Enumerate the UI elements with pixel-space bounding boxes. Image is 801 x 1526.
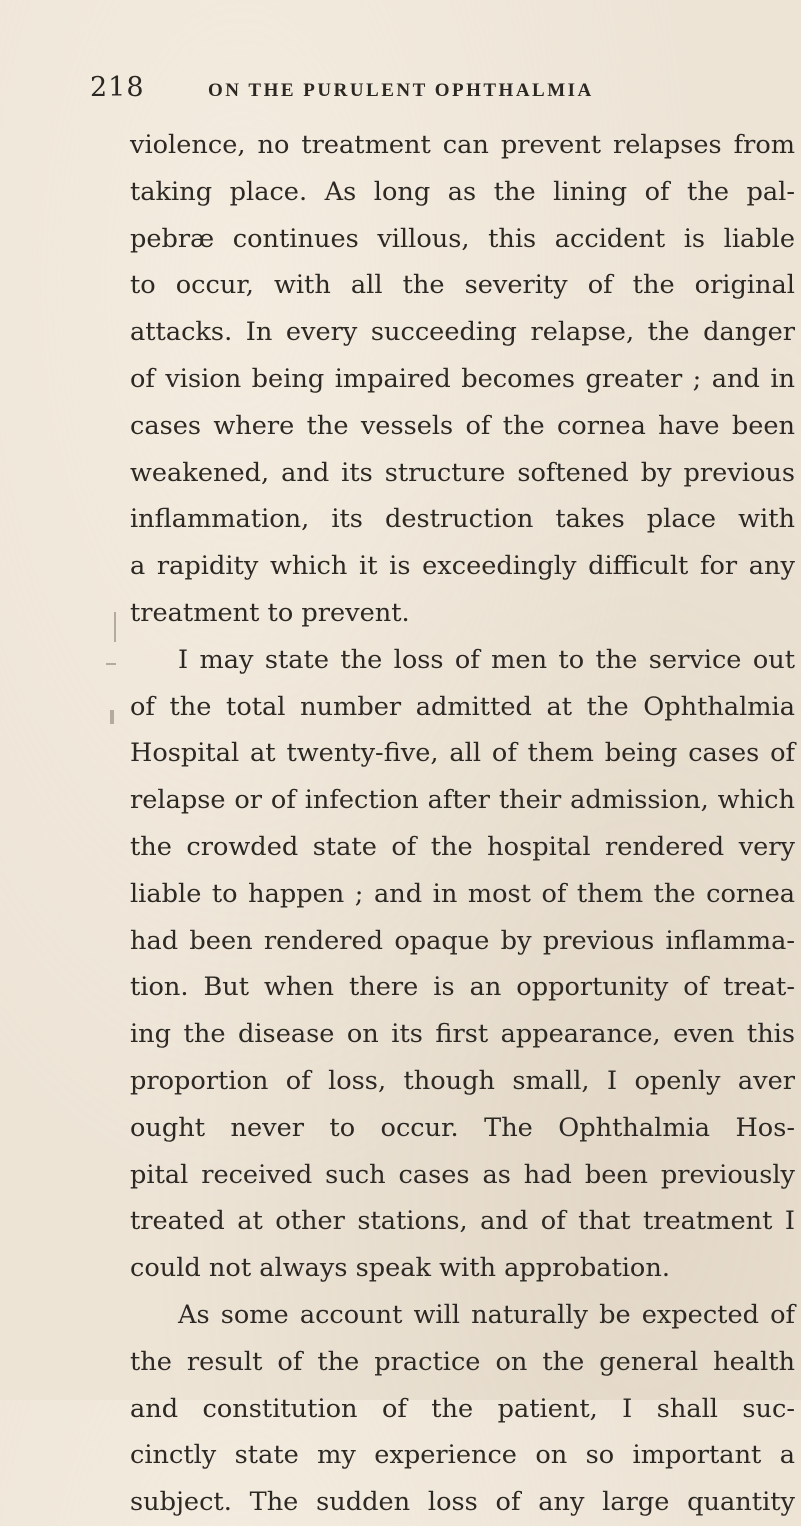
text-line: treatment to prevent. xyxy=(130,597,410,628)
margin-mark xyxy=(114,612,116,642)
text-line: a rapidity which it is exceedingly difficult for any xyxy=(130,551,795,582)
text-line: attacks. In every succeeding relapse, the danger xyxy=(130,317,795,348)
text-line: the result of the practice on the general health xyxy=(130,1346,795,1377)
margin-mark xyxy=(106,663,116,665)
text-line: Hospital at twenty-five, all of them being cases of xyxy=(130,738,795,769)
text-line: to occur, with all the severity of the original xyxy=(130,270,795,301)
text-line: treated at other stations, and of that treatment I xyxy=(130,1206,795,1237)
text-line: of vision being impaired becomes greater ; and in xyxy=(130,363,795,394)
text-line: taking place. As long as the lining of the pal- xyxy=(130,176,795,207)
text-line: subject. The sudden loss of any large quantity xyxy=(130,1487,795,1518)
body-text xyxy=(130,122,795,1526)
text-line: of the total number admitted at the Ophthalmia xyxy=(130,691,795,722)
text-line: tion. But when there is an opportunity of treat- xyxy=(130,972,795,1003)
text-line: cases where the vessels of the cornea have been xyxy=(130,410,795,441)
text-line: liable to happen ; and in most of them the cornea xyxy=(130,878,795,909)
text-line: weakened, and its structure softened by previous xyxy=(130,457,795,488)
margin-mark xyxy=(110,710,114,724)
text-line: I may state the loss of men to the service out xyxy=(178,644,795,675)
text-line: relapse or of infection after their admission, which xyxy=(130,785,795,816)
page-number: 218 xyxy=(90,72,145,103)
running-head xyxy=(90,72,790,112)
text-line: pital received such cases as had been previously xyxy=(130,1159,795,1190)
text-line: proportion of loss, though small, I openly aver xyxy=(130,1065,795,1096)
text-line: ought never to occur. The Ophthalmia Hos- xyxy=(130,1112,795,1143)
text-line: could not always speak with approbation. xyxy=(130,1253,670,1284)
text-line: the crowded state of the hospital rendered very xyxy=(130,831,795,862)
running-title: ON THE PURULENT OPHTHALMIA xyxy=(208,80,594,101)
text-line: pebræ continues villous, this accident is liable xyxy=(130,223,795,254)
text-line: ing the disease on its first appearance, even this xyxy=(130,1019,795,1050)
text-line: had been rendered opaque by previous inflamma- xyxy=(130,925,795,956)
text-line: violence, no treatment can prevent relapses from xyxy=(130,130,795,160)
text-line: cinctly state my experience on so important a xyxy=(130,1440,795,1471)
text-line: As some account will naturally be expected of xyxy=(178,1299,795,1330)
text-line: inflammation, its destruction takes place with xyxy=(130,504,795,535)
text-line: and constitution of the patient, I shall suc- xyxy=(130,1393,795,1424)
